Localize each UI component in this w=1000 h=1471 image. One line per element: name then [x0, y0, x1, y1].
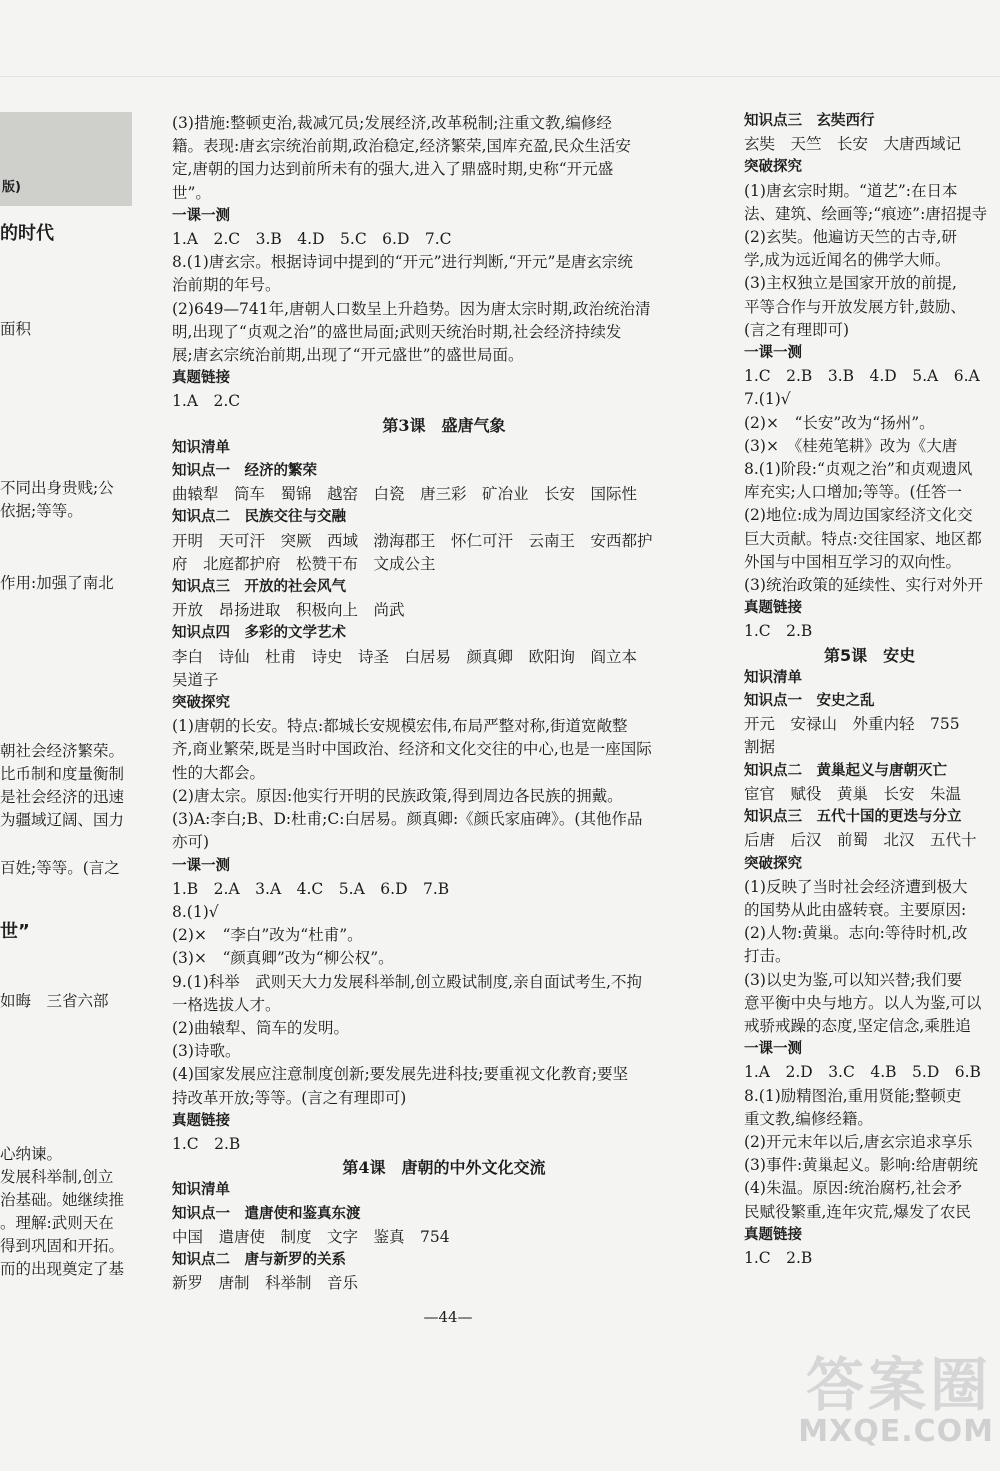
left-column-fragment: 世” — [0, 921, 30, 942]
right-column-line: 真题链接 — [744, 1226, 802, 1243]
right-column-line: 打击。 — [744, 947, 791, 966]
middle-column-line: 1.A 2.C 3.B 4.D 5.C 6.D 7.C — [172, 230, 452, 249]
middle-column-line: 8.(1)唐玄宗。根据诗词中提到的“开元”进行判断,“开元”是唐玄宗统 — [172, 253, 633, 272]
middle-column-line: (1)唐朝的长安。特点:都城长安规模宏伟,布局严整对称,街道宽敞整 — [172, 717, 628, 736]
middle-column-line: 知识点一 经济的繁荣 — [172, 463, 317, 480]
middle-column-line: 定,唐朝的国力达到前所未有的强大,进入了鼎盛时期,史称“开元盛 — [172, 160, 614, 179]
middle-column-line: 亦可) — [172, 833, 210, 852]
middle-column-line: (4)国家发展应注意制度创新;要发展先进科技;要重视文化教育;要坚 — [172, 1065, 629, 1084]
middle-column-line: 1.A 2.C — [172, 392, 241, 411]
right-column-line: 重文教,编修经籍。 — [744, 1109, 873, 1128]
right-column-line: 的国势从此由盛转衰。主要原因: — [744, 900, 967, 919]
left-column-fragment: 作用:加强了南北 — [0, 574, 114, 592]
left-column-fragment: 的时代 — [0, 223, 54, 244]
right-column-line: 玄奘 天竺 长安 大唐西域记 — [744, 135, 962, 154]
right-column-line: 1.C 2.B — [744, 622, 813, 641]
left-column-fragment: 治基础。她继续推 — [0, 1191, 125, 1209]
left-column-fragment: 心纳谏。 — [0, 1145, 63, 1163]
middle-column-line: 知识点二 唐与新罗的关系 — [172, 1251, 346, 1268]
right-column-line: 意平衡中央与地方。以人为鉴,可以 — [744, 993, 982, 1012]
right-column-line: 1.C 2.B — [744, 1248, 813, 1267]
right-column-line: (2)开元末年以后,唐玄宗追求享乐 — [744, 1132, 973, 1151]
right-column-line: 库充实;人口增加;等等。(任答一 — [744, 483, 962, 502]
middle-column-line: 李白 诗仙 杜甫 诗史 诗圣 白居易 颜真卿 欧阳询 阎立本 — [172, 647, 638, 666]
right-column-line: (3)事件:黄巢起义。影响:给唐朝统 — [744, 1156, 978, 1175]
middle-column-line: (2)× “李白”改为“杜甫”。 — [172, 926, 363, 945]
middle-column-line: 1.B 2.A 3.A 4.C 5.A 6.D 7.B — [172, 879, 450, 898]
watermark — [800, 1338, 998, 1466]
right-column-line: 8.(1)励精图治,重用贤能;整顿吏 — [744, 1086, 962, 1105]
right-column — [744, 110, 1000, 1270]
left-column-fragment: 发展科举制,创立 — [0, 1168, 114, 1186]
middle-column-line: 性的大都会。 — [172, 763, 266, 782]
middle-column-line: 开明 天可汗 突厥 西域 渤海郡王 怀仁可汗 云南王 安西都护 — [172, 531, 653, 550]
middle-column-line: 真题链接 — [172, 370, 230, 387]
top-rule — [0, 76, 1000, 77]
left-column-fragment: 百姓;等等。(言之 — [0, 859, 120, 877]
middle-column-line: 一格选拔人才。 — [172, 995, 281, 1014]
middle-column-line: 曲辕犁 筒车 蜀锦 越窑 白瓷 唐三彩 矿冶业 长安 国际性 — [172, 485, 638, 504]
middle-column-line: 一课一测 — [172, 207, 230, 224]
middle-column-line: 展;唐玄宗统治前期,出现了“开元盛世”的盛世局面。 — [172, 346, 524, 365]
right-column-line: (4)朱温。原因:统治腐朽,社会矛 — [744, 1179, 963, 1198]
right-column-line: 开元 安禄山 外重内轻 755 — [744, 715, 960, 734]
right-column-line: (2)人物:黄巢。志向:等待时机,改 — [744, 924, 968, 943]
middle-column-line: (3)诗歌。 — [172, 1042, 241, 1061]
middle-column-line: 知识清单 — [172, 1182, 230, 1199]
middle-column-line: (2)曲辕犁、筒车的发明。 — [172, 1018, 349, 1037]
right-column-line: 真题链接 — [744, 600, 802, 617]
middle-column-line: 第3课 盛唐气象 — [382, 415, 506, 435]
watermark-url-text: MXQE.COM — [798, 1414, 994, 1449]
left-column-fragment: 朝社会经济繁荣。 — [0, 742, 125, 760]
middle-column-line: (3)× “颜真卿”改为“柳公权”。 — [172, 949, 394, 968]
middle-column-line: 第4课 唐朝的中外文化交流 — [342, 1158, 546, 1178]
right-column-line: 知识点二 黄巢起义与唐朝灭亡 — [744, 762, 947, 779]
right-column-line: (2)地位:成为周边国家经济文化交 — [744, 506, 973, 525]
right-column-line: (3)统治政策的延续性、实行对外开 — [744, 576, 983, 595]
right-column-line: 突破探究 — [744, 855, 802, 872]
middle-column-line: 真题链接 — [172, 1112, 230, 1129]
right-column-line: 割据 — [744, 738, 776, 757]
middle-column-line: 开放 昂扬进取 积极向上 尚武 — [172, 601, 405, 620]
middle-column-line: (2)唐太宗。原因:他实行开明的民族政策,得到周边各民族的拥戴。 — [172, 786, 623, 805]
middle-column-line: 知识点二 民族交往与交融 — [172, 509, 346, 526]
watermark-logo-text: 答案圈 — [805, 1351, 992, 1419]
page-number: —44— — [423, 1308, 473, 1326]
right-column-line: 一课一测 — [744, 1041, 802, 1058]
right-column-line: (2)玄奘。他遍访天竺的古寺,研 — [744, 228, 957, 247]
right-column-line: (2)× “长安”改为“扬州”。 — [744, 413, 935, 432]
left-column-fragment: 为疆域辽阔、国力 — [0, 811, 125, 829]
right-column-line: 1.A 2.D 3.C 4.B 5.D 6.B — [744, 1063, 981, 1082]
right-column-line: 知识清单 — [744, 669, 802, 686]
right-column-line: (3)× 《桂苑笔耕》改为《大唐 — [744, 436, 958, 455]
middle-column-line: (3)A:李白;B、D:杜甫;C:白居易。颜真卿:《颜氏家庙碑》。(其他作品 — [172, 810, 643, 829]
right-column-line: 后唐 后汉 前蜀 北汉 五代十 — [744, 831, 977, 850]
right-column-line: 第5课 安史 — [744, 645, 916, 665]
right-column-line: 戒骄戒躁的态度,坚定信念,乘胜追 — [744, 1016, 971, 1035]
middle-column-line: 9.(1)科举 武则天大力发展科举制,创立殿试制度,亲自面试考生,不拘 — [172, 972, 643, 991]
left-column-fragment: 不同出身贵贱;公 — [0, 479, 114, 497]
right-column-line: 宦官 赋役 黄巢 长安 朱温 — [744, 784, 962, 803]
middle-column-line: 8.(1)√ — [172, 902, 219, 921]
left-column-fragment: 而的出现奠定了基 — [0, 1260, 125, 1278]
middle-column-line: (2)649—741年,唐朝人口数呈上升趋势。因为唐太宗时期,政治统治清 — [172, 299, 651, 318]
right-column-line: 知识点三 五代十国的更迭与分立 — [744, 809, 962, 826]
right-column-line: 外国与中国相互学习的双向性。 — [744, 552, 962, 571]
middle-column-line: 治前期的年号。 — [172, 276, 281, 295]
right-column-line: 一课一测 — [744, 345, 802, 362]
middle-column-line: 1.C 2.B — [172, 1134, 241, 1153]
right-column-line: (3)以史为鉴,可以知兴替;我们要 — [744, 970, 963, 989]
middle-column-line: 明,出现了“贞观之治”的盛世局面;武则天统治时期,社会经济持续发 — [172, 322, 622, 341]
left-column-fragment: 如晦 三省六部 — [0, 992, 109, 1010]
middle-column-line: 突破探究 — [172, 695, 230, 712]
middle-column-line: 一课一测 — [172, 857, 230, 874]
middle-column-line: 知识点三 开放的社会风气 — [172, 579, 346, 596]
left-column-fragment: 得到巩固和开拓。 — [0, 1237, 125, 1255]
right-column-line: (3)主权独立是国家开放的前提, — [744, 274, 957, 293]
right-column-line: 1.C 2.B 3.B 4.D 5.A 6.A — [744, 367, 980, 386]
right-column-line: 法、建筑、绘画等;“痕迹”:唐招提寺 — [744, 204, 988, 223]
middle-column-line: 中国 遣唐使 制度 文字 鉴真 754 — [172, 1227, 450, 1246]
right-column-line: 8.(1)阶段:“贞观之治”和贞观遗风 — [744, 460, 973, 479]
right-column-line: (1)唐玄宗时期。“道艺”:在日本 — [744, 181, 958, 200]
middle-column-line: 知识点四 多彩的文学艺术 — [172, 625, 346, 642]
header-grey-box — [0, 112, 132, 206]
middle-column-line: 府 北庭都护府 松赞干布 文成公主 — [172, 554, 436, 573]
left-column-fragment: 依据;等等。 — [0, 502, 83, 520]
middle-column-line: 知识点一 遣唐使和鉴真东渡 — [172, 1205, 361, 1222]
left-column-fragment: 面积 — [0, 320, 32, 338]
left-column-fragment: 是社会经济的迅速 — [0, 788, 125, 806]
right-column-line: 7.(1)√ — [744, 390, 791, 409]
middle-column-line: 吴道子 — [172, 670, 219, 689]
right-column-line: 突破探究 — [744, 159, 802, 176]
right-column-line: 平等合作与开放发展方针,鼓励、 — [744, 297, 966, 316]
middle-column-line: 知识清单 — [172, 439, 230, 456]
middle-column-line: 齐,商业繁荣,既是当时中国政治、经济和文化交往的中心,也是一座国际 — [172, 740, 652, 759]
right-column-line: 民赋役繁重,连年灾荒,爆发了农民 — [744, 1202, 971, 1221]
left-column-fragment: 比币制和度量衡制 — [0, 765, 125, 783]
middle-column — [172, 112, 716, 1295]
left-column-fragment: 。理解:武则天在 — [0, 1214, 114, 1232]
right-column-line: (1)反映了当时社会经济遭到极大 — [744, 877, 968, 896]
middle-column-line: (3)措施:整顿吏治,裁减冗员;发展经济,改革税制;注重文教,编修经 — [172, 114, 612, 132]
middle-column-line: 世”。 — [172, 183, 211, 202]
right-column-line: 学,成为远近闻名的佛学大师。 — [744, 251, 951, 270]
right-column-line: (言之有理即可) — [744, 320, 850, 339]
right-column-line: 巨大贡献。特点:交往国家、地区都 — [744, 529, 982, 548]
middle-column-line: 持改革开放;等等。(言之有理即可) — [172, 1088, 407, 1107]
right-column-line: 知识点一 安史之乱 — [744, 693, 875, 710]
middle-column-line: 新罗 唐制 科举制 音乐 — [172, 1274, 359, 1293]
middle-column-line: 籍。表现:唐玄宗统治前期,政治稳定,经济繁荣,国库充盈,民众生活安 — [172, 137, 631, 156]
header-edition-label: 版) — [2, 180, 21, 195]
right-column-line: 知识点三 玄奘西行 — [744, 113, 875, 129]
